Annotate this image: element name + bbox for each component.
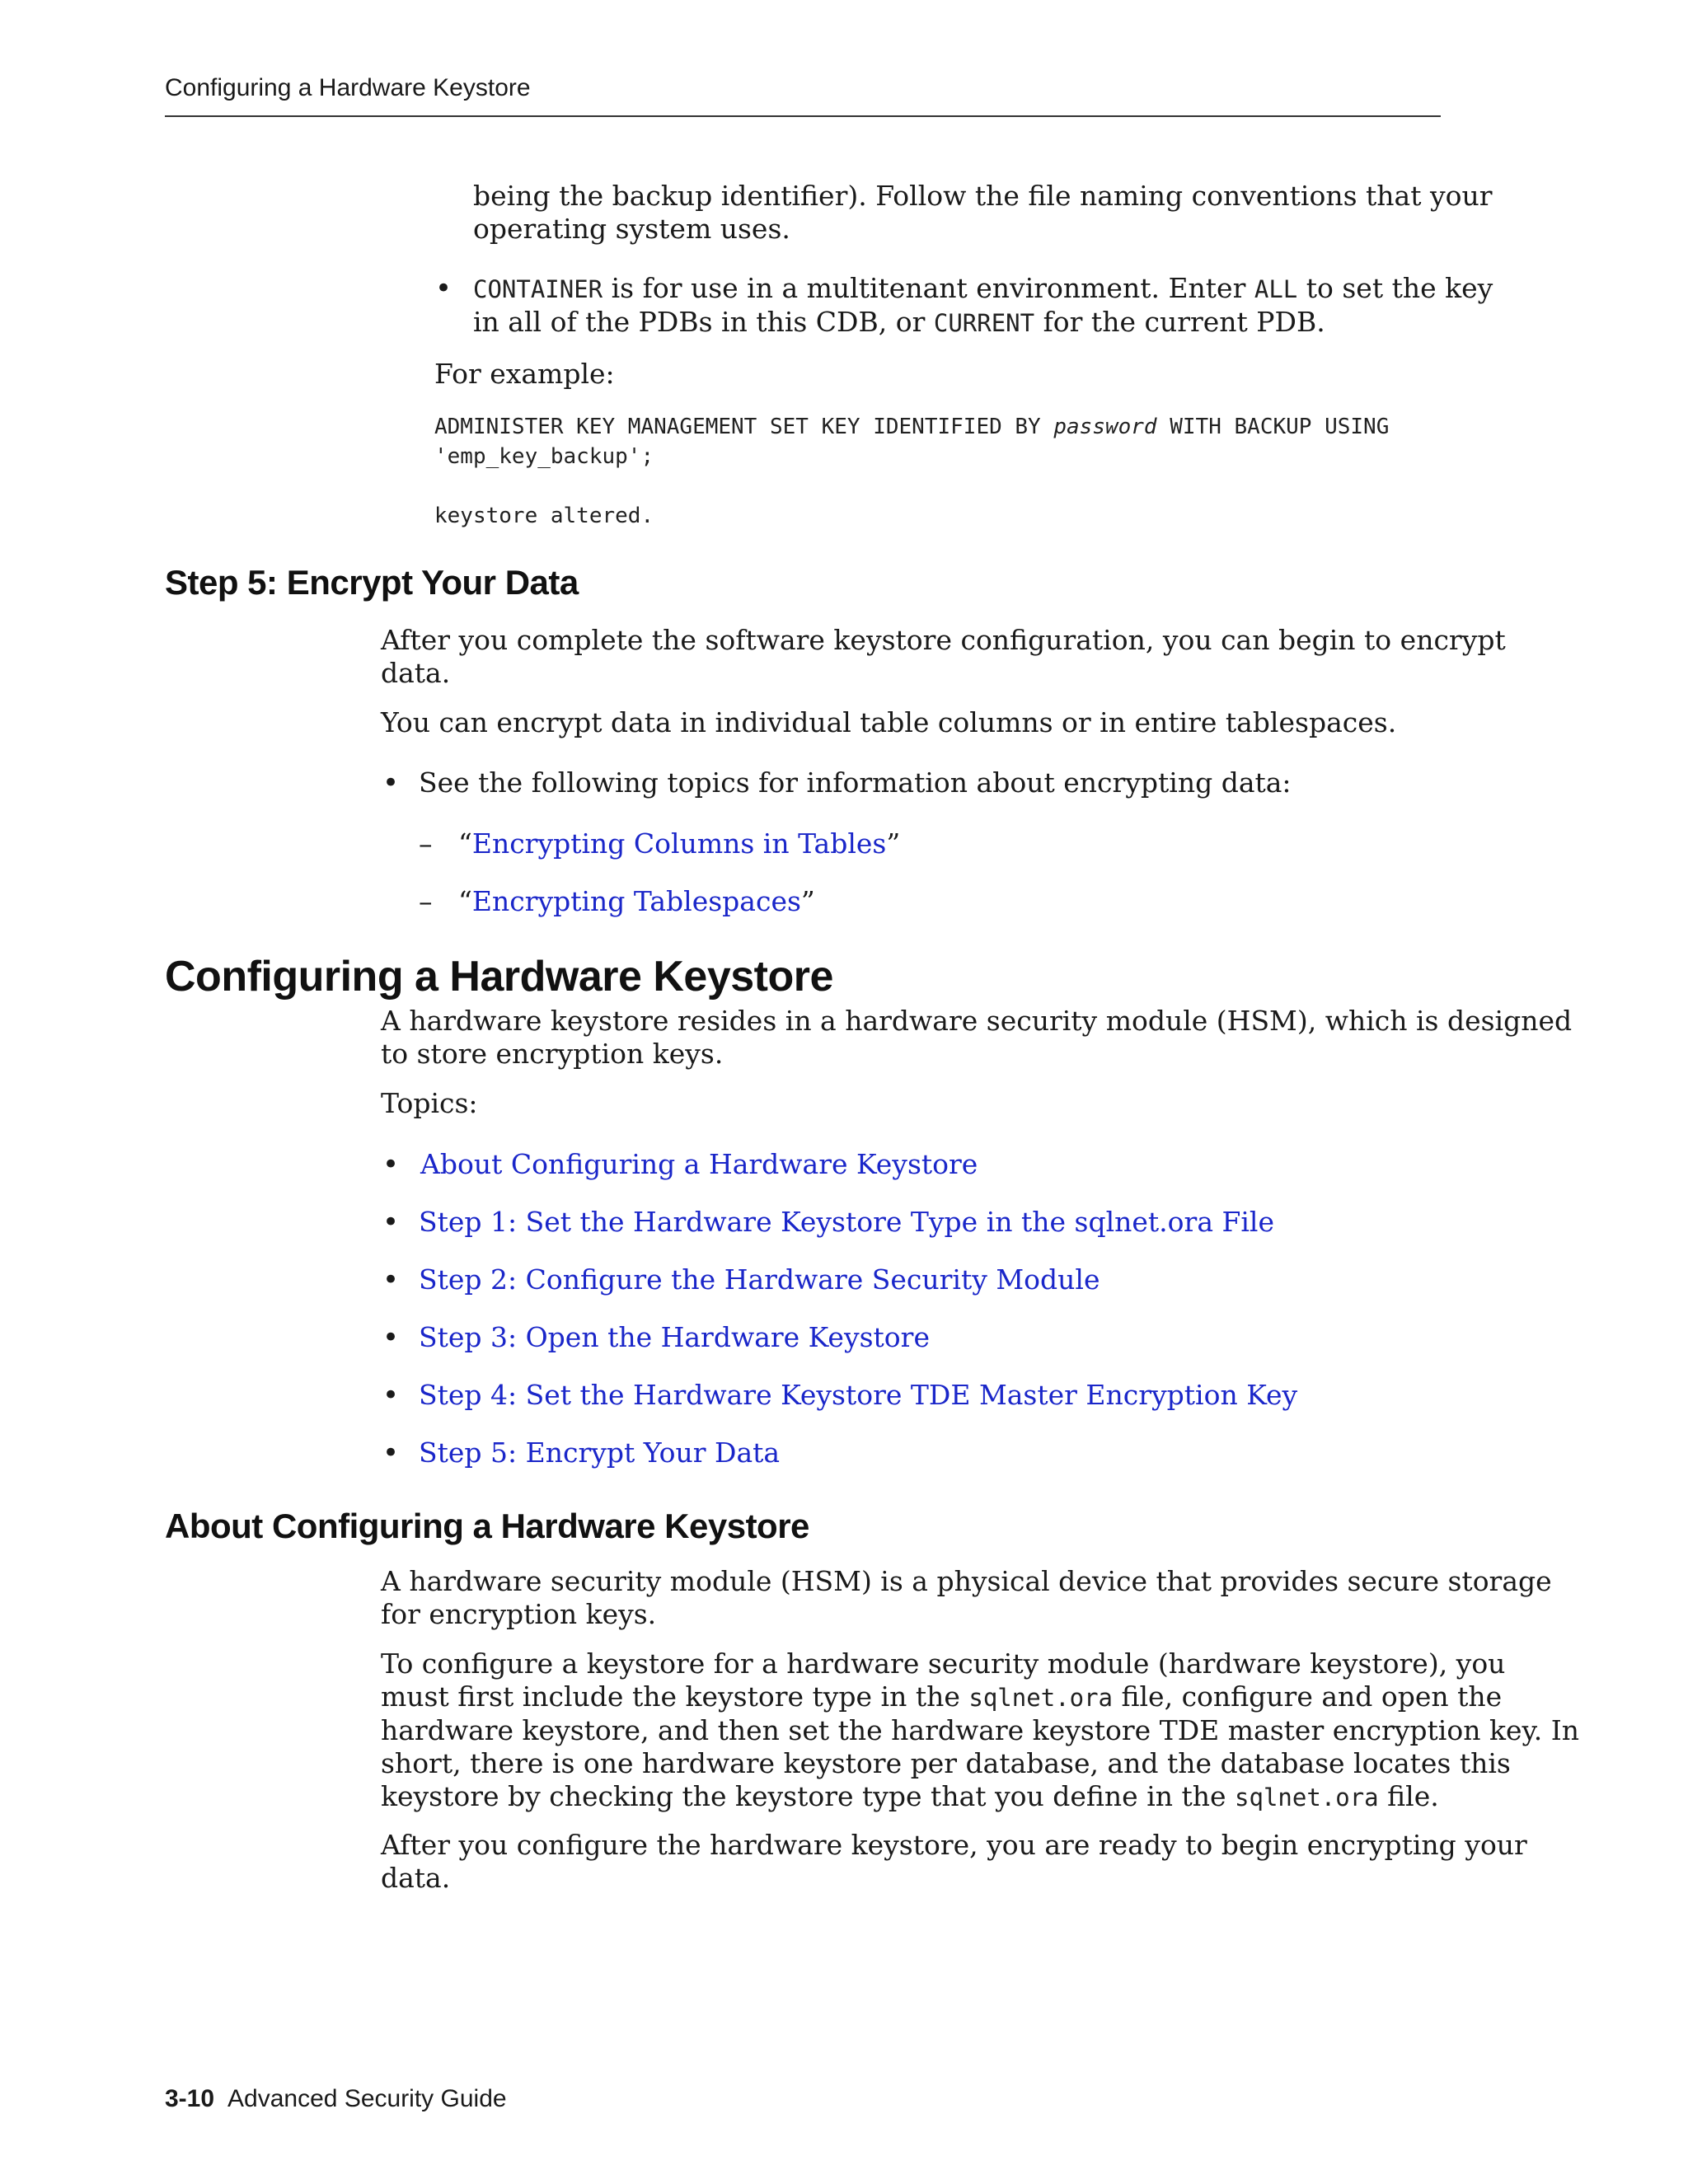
step5-heading: Step 5: Encrypt Your Data (165, 563, 579, 602)
page-footer (165, 2085, 507, 2113)
text-fragment: file. (1378, 1780, 1439, 1812)
text-line: short, there is one hardware keystore per database, and the database locates this (381, 1747, 1511, 1779)
about-paragraph-2 (381, 1647, 1579, 1814)
text-fragment: file, configure and open the (1113, 1680, 1503, 1713)
quote-mark: “ (457, 885, 472, 917)
quote-mark: ” (800, 885, 815, 917)
about-paragraph-3 (381, 1829, 1527, 1895)
code-all: ALL (1254, 275, 1298, 303)
about-heading: About Configuring a Hardware Keystore (165, 1507, 809, 1545)
text-line: being the backup identifier). Follow the file naming conventions that your (473, 180, 1493, 212)
running-header: Configuring a Hardware Keystore (165, 74, 531, 101)
quote-mark: “ (457, 827, 472, 860)
code-sqlnet-ora: sqlnet.ora (1235, 1783, 1379, 1811)
text-line: To configure a keystore for a hardware security module (hardware keystore), you (381, 1647, 1506, 1680)
text-line (381, 1680, 1579, 1714)
for-example-label: For example: (434, 358, 615, 390)
code-output: keystore altered. (434, 504, 654, 528)
text-line (473, 306, 1493, 340)
dash-marker: – (419, 827, 433, 860)
step5-bullet: See the following topics for information about encrypting data: (419, 766, 1292, 799)
continued-paragraph (473, 180, 1493, 246)
topic-link-step4[interactable]: Step 4: Set the Hardware Keystore TDE Master Encryption Key (419, 1379, 1298, 1411)
about-paragraph-1 (381, 1565, 1552, 1631)
topic-link-step5[interactable]: Step 5: Encrypt Your Data (419, 1436, 781, 1469)
bullet-marker: • (382, 1206, 400, 1239)
text-fragment: is for use in a multitenant environment. Enter (603, 272, 1254, 304)
link-encrypting-columns[interactable]: Encrypting Columns in Tables (471, 827, 887, 860)
quote-mark: ” (886, 827, 901, 860)
text-fragment: in all of the PDBs in this CDB, or (473, 306, 934, 338)
topic-link-step3[interactable]: Step 3: Open the Hardware Keystore (419, 1321, 930, 1353)
container-bullet-text (473, 272, 1493, 340)
header-rule (165, 115, 1441, 117)
text-line: After you complete the software keystore configuration, you can begin to encrypt (381, 624, 1506, 656)
bullet-marker: • (382, 1148, 400, 1181)
code-example (434, 412, 1389, 442)
text-line: A hardware security module (HSM) is a physical device that provides secure storage (381, 1565, 1552, 1597)
text-line (473, 272, 1493, 306)
topics-label: Topics: (381, 1087, 478, 1119)
guide-title: Advanced Security Guide (227, 2085, 507, 2112)
text-line: for encryption keys. (381, 1598, 657, 1630)
bullet-marker: • (382, 1436, 400, 1469)
code-current: CURRENT (933, 309, 1035, 337)
step5-paragraph (381, 624, 1506, 690)
code-container: CONTAINER (473, 275, 603, 303)
topic-link-about[interactable]: About Configuring a Hardware Keystore (420, 1148, 978, 1180)
code-line: 'emp_key_backup'; (434, 444, 654, 469)
dash-marker: – (419, 885, 433, 917)
hardware-intro (381, 1005, 1572, 1071)
text-fragment: to set the key (1297, 272, 1493, 304)
bullet-marker: • (382, 766, 400, 799)
text-line: data. (381, 657, 451, 689)
text-line: to store encryption keys. (381, 1038, 724, 1070)
bullet-marker: • (435, 272, 452, 305)
code-fragment: WITH BACKUP USING (1156, 415, 1390, 439)
text-fragment: for the current PDB. (1034, 306, 1325, 338)
code-fragment: ADMINISTER KEY MANAGEMENT SET KEY IDENTIFIED BY (434, 415, 1054, 439)
bullet-marker: • (382, 1263, 400, 1296)
text-fragment: must first include the keystore type in the (381, 1680, 969, 1713)
text-line (381, 1780, 1579, 1814)
text-line: After you configure the hardware keystore, you are ready to begin encrypting your (381, 1829, 1527, 1861)
text-line: A hardware keystore resides in a hardware security module (HSM), which is designed (381, 1005, 1573, 1037)
sub-link-item (419, 827, 900, 860)
bullet-marker: • (382, 1321, 400, 1354)
section-heading: Configuring a Hardware Keystore (165, 953, 833, 1001)
text-line: hardware keystore, and then set the hardware keystore TDE master encryption key. In (381, 1714, 1579, 1746)
text-fragment: keystore by checking the keystore type that you define in the (381, 1780, 1236, 1812)
link-encrypting-tablespaces[interactable]: Encrypting Tablespaces (471, 885, 801, 917)
text-line: operating system uses. (473, 213, 790, 245)
sub-link-item (419, 885, 815, 918)
topic-link-step1[interactable]: Step 1: Set the Hardware Keystore Type in the sqlnet.ora File (419, 1206, 1275, 1238)
code-sqlnet-ora: sqlnet.ora (968, 1684, 1113, 1712)
code-placeholder: password (1053, 415, 1157, 439)
topic-link-step2[interactable]: Step 2: Configure the Hardware Security Module (419, 1263, 1100, 1296)
bullet-marker: • (382, 1379, 400, 1412)
step5-paragraph-2: You can encrypt data in individual table columns or in entire tablespaces. (381, 706, 1397, 738)
page-number: 3-10 (165, 2085, 215, 2112)
text-line: data. (381, 1862, 451, 1894)
